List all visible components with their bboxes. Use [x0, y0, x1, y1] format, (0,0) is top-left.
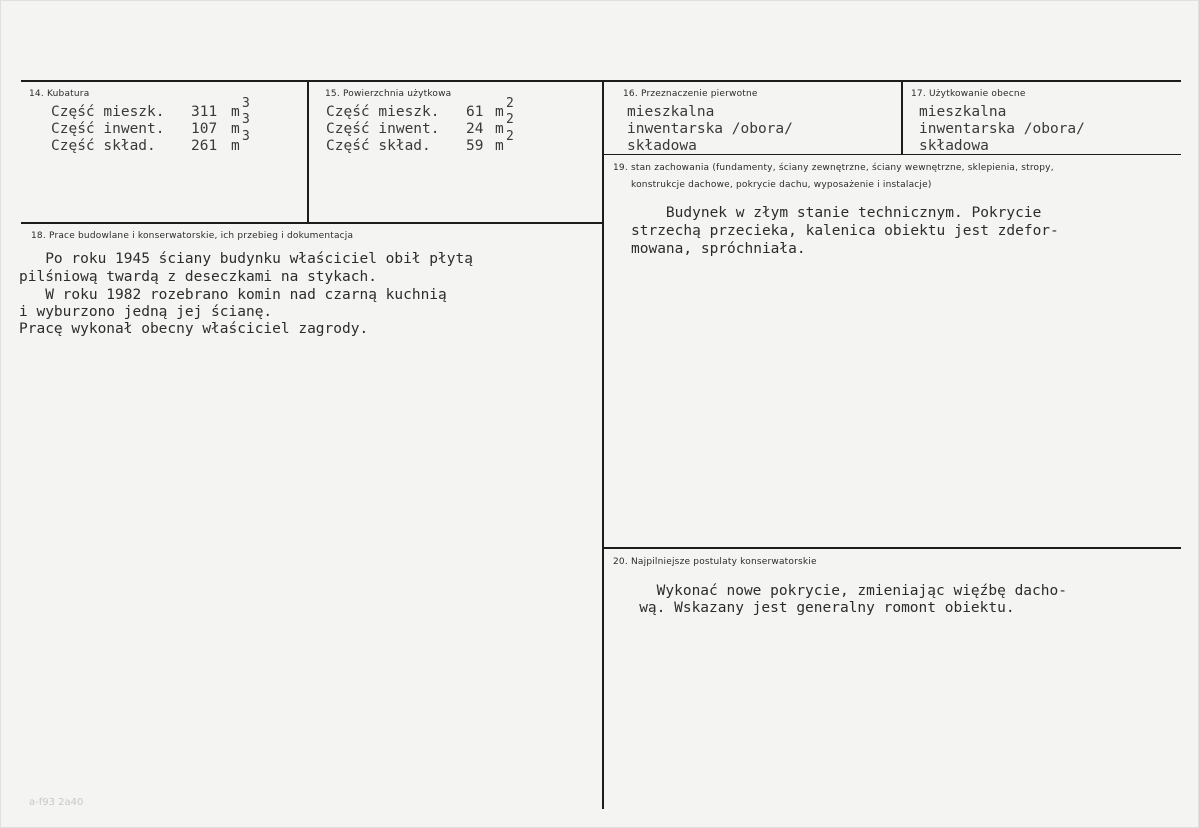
- s18-line-4: i wyburzono jedną jej ścianę.: [19, 304, 273, 320]
- s18-line-3: W roku 1982 rozebrano komin nad czarną kuchnią: [19, 287, 447, 303]
- s16-line-2: inwentarska /obora/: [627, 121, 793, 137]
- s14-row-3-unit: m: [231, 138, 240, 154]
- s19-line-2: strzechą przecieka, kalenica obiektu jest zdefor-: [631, 223, 1059, 239]
- s20-line-1: Wykonać nowe pokrycie, zmieniając więźbę dacho-: [613, 583, 1067, 599]
- divider-16-17: [901, 81, 903, 155]
- section-18-label: 18. Prace budowlane i konserwatorskie, ich przebieg i dokumentacja: [31, 231, 354, 241]
- s16-line-1: mieszkalna: [627, 104, 715, 120]
- s17-line-1: mieszkalna: [919, 104, 1007, 120]
- s18-line-5: Pracę wykonał obecny właściciel zagrody.: [19, 321, 369, 337]
- s16-line-3: składowa: [627, 138, 697, 154]
- s18-line-2: pilśniową twardą z deseczkami na stykach.: [19, 269, 377, 285]
- s15-row-2-unit: m: [495, 121, 504, 137]
- s15-row-1-sup: 2: [506, 96, 514, 111]
- s17-line-3: składowa: [919, 138, 989, 154]
- s15-row-1-unit: m: [495, 104, 504, 120]
- s15-row-3-sup: 2: [506, 129, 514, 144]
- s14-row-1-value: 311: [191, 104, 218, 120]
- s15-row-3-unit: m: [495, 138, 504, 154]
- main-vertical-divider: [602, 81, 604, 809]
- s14-row-1-sup: 3: [242, 96, 250, 111]
- section-14-label: 14. Kubatura: [29, 89, 90, 99]
- s15-row-3-value: 59: [466, 138, 484, 154]
- divider-14-15: [307, 81, 309, 223]
- s15-row-1-value: 61: [466, 104, 484, 120]
- section-16-label: 16. Przeznaczenie pierwotne: [623, 89, 758, 99]
- s18-line-1: Po roku 1945 ściany budynku właściciel obił płytą: [19, 251, 473, 267]
- s14-row-2-value: 107: [191, 121, 218, 137]
- faint-pencil-note: a-f93 2a40: [29, 797, 84, 808]
- s15-row-3-name: Część skład.: [326, 138, 431, 154]
- section-15-label: 15. Powierzchnia użytkowa: [325, 89, 452, 99]
- s15-row-2-name: Część inwent.: [326, 121, 440, 137]
- section-20-label: 20. Najpilniejsze postulaty konserwatorskie: [613, 557, 817, 567]
- s14-row-1-name: Część mieszk.: [51, 104, 165, 120]
- s14-row-3-sup: 3: [242, 129, 250, 144]
- s15-row-2-value: 24: [466, 121, 484, 137]
- rule-under-14-15: [21, 222, 603, 224]
- section-17-label: 17. Użytkowanie obecne: [911, 89, 1026, 99]
- s14-row-3-name: Część skład.: [51, 138, 156, 154]
- rule-above-20: [603, 547, 1181, 549]
- s15-row-2-sup: 2: [506, 112, 514, 127]
- section-19-label-line-2: konstrukcje dachowe, pokrycie dachu, wyposażenie i instalacje): [631, 180, 932, 190]
- s17-line-2: inwentarska /obora/: [919, 121, 1085, 137]
- s19-line-1: Budynek w złym stanie technicznym. Pokrycie: [631, 205, 1042, 221]
- s14-row-3-value: 261: [191, 138, 218, 154]
- s20-line-2: wą. Wskazany jest generalny romont obiektu.: [613, 600, 1015, 616]
- top-rule: [21, 80, 1181, 82]
- s15-row-1-name: Część mieszk.: [326, 104, 440, 120]
- section-19-label-line-1: 19. stan zachowania (fundamenty, ściany zewnętrzne, ściany wewnętrzne, sklepienia, stropy,: [613, 163, 1054, 173]
- s14-row-2-unit: m: [231, 121, 240, 137]
- s14-row-2-sup: 3: [242, 112, 250, 127]
- s19-line-3: mowana, spróchniała.: [631, 241, 806, 257]
- s14-row-1-unit: m: [231, 104, 240, 120]
- s14-row-2-name: Część inwent.: [51, 121, 165, 137]
